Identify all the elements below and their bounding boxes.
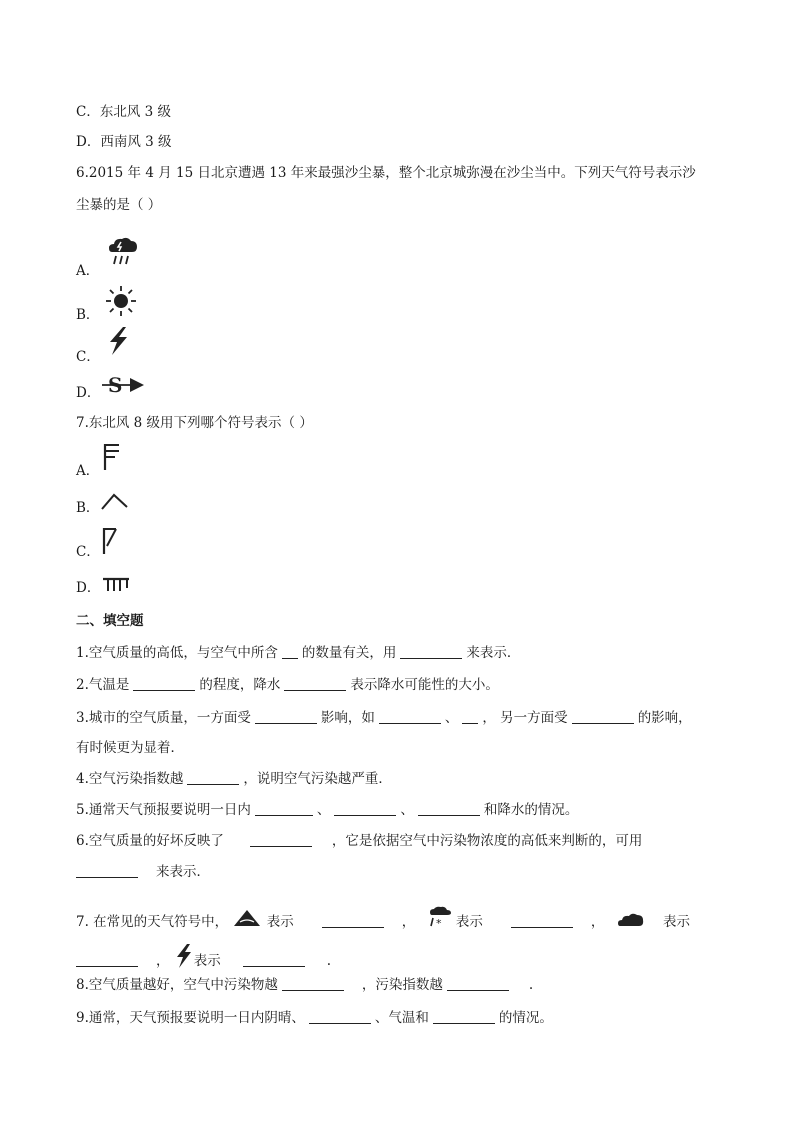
fill-q8	[76, 975, 533, 995]
fill-q3-line1	[76, 708, 692, 728]
fill-q7-part-b: 表示	[266, 914, 294, 930]
fill-q5-part-b: 、	[316, 802, 331, 818]
lightning-inline-icon	[174, 944, 194, 968]
sunny-icon	[104, 284, 138, 318]
fill-q7-part-h: 表示	[193, 953, 221, 969]
thunder-rain-icon	[106, 234, 140, 268]
answer-blank[interactable]	[572, 709, 634, 724]
answer-blank[interactable]	[511, 913, 573, 928]
fill-q9-part-a: 9.通常，天气预报要说明一日内阴晴、	[76, 1010, 305, 1026]
svg-text:*: *	[435, 917, 442, 928]
fill-q9-part-c: 的情况。	[498, 1010, 553, 1026]
fill-q7-part-e: ，	[590, 914, 605, 930]
answer-blank[interactable]	[250, 832, 312, 847]
q7-option-d-label: D．	[76, 580, 101, 596]
fill-q4	[76, 769, 392, 789]
fill-q3-part-a: 3.城市的空气质量，一方面受	[76, 710, 251, 726]
fill-q7-line1	[76, 906, 690, 932]
wind-flag-c-icon	[101, 526, 121, 556]
fill-q5-part-c: 、	[400, 802, 414, 818]
fill-q1-part-c: 来表示．	[466, 645, 521, 661]
fill-q3-part-c: 、	[444, 710, 459, 726]
fill-q6-part-b: ，它是依据空气中污染物浓度的高低来判断的，可用	[331, 833, 643, 849]
answer-blank[interactable]	[334, 801, 396, 816]
fill-q4-part-b: ，说明空气污染越严重．	[243, 771, 392, 787]
q7-option-b-label: B．	[76, 500, 100, 516]
fill-q2-part-c: 表示降水可能性的大小。	[350, 677, 499, 693]
option-d-prev: D．西南风 3 级	[76, 134, 172, 150]
fill-q3-part-b: 影响，如	[320, 710, 375, 726]
fill-q6-line1	[76, 831, 642, 851]
q7-text: 7.东北风 8 级用下列哪个符号表示（ ）	[76, 415, 313, 431]
q6-text-line1: 6.2015 年 4 月 15 日北京遭遇 13 年来最强沙尘暴，整个北京城弥漫在沙尘当中。下列天气符号表示沙	[76, 165, 696, 181]
q6-option-a-label: A．	[76, 263, 100, 279]
fill-q7-part-g: ，	[156, 953, 170, 969]
fill-q5-part-d: 和降水的情况。	[483, 802, 579, 818]
q6-option-d-label: D．	[76, 385, 101, 401]
fill-q8-part-b: ，污染指数越	[361, 977, 443, 993]
answer-blank[interactable]	[418, 801, 480, 816]
fill-q4-part-a: 4.空气污染指数越	[76, 771, 184, 787]
sandstorm-icon	[100, 374, 146, 398]
fill-q7-line2	[76, 944, 331, 971]
fill-q1-part-a: 1.空气质量的高低，与空气中所含	[76, 645, 278, 661]
fill-q7-part-c: ，	[401, 914, 416, 930]
fill-q7-part-f: 表示	[662, 914, 690, 930]
fill-q6-part-c: 来表示．	[156, 864, 210, 880]
answer-blank[interactable]	[76, 863, 138, 878]
q7-option-a-label: A．	[76, 463, 100, 479]
answer-blank[interactable]	[76, 952, 138, 967]
q7-option-c-label: C．	[76, 544, 100, 560]
fill-q5-part-a: 5.通常天气预报要说明一日内	[76, 802, 251, 818]
answer-blank[interactable]	[187, 770, 239, 785]
answer-blank[interactable]	[400, 644, 462, 659]
q6-text-line2: 尘暴的是（ ）	[76, 197, 162, 213]
answer-blank[interactable]	[462, 709, 478, 724]
answer-blank[interactable]	[243, 952, 305, 967]
fill-q3-line2: 有时候更为显着．	[76, 740, 184, 756]
fill-q1-part-b: 的数量有关，用	[301, 645, 397, 661]
fill-q5	[76, 800, 578, 820]
answer-blank[interactable]	[379, 709, 441, 724]
fill-q9	[76, 1008, 553, 1028]
answer-blank[interactable]	[309, 1009, 371, 1024]
fill-q8-part-c: .	[528, 977, 534, 993]
fill-q9-part-b: 、气温和	[374, 1010, 429, 1026]
fill-q2	[76, 675, 499, 695]
wind-flag-a-icon	[102, 442, 122, 472]
fill-q2-part-a: 2.气温是	[76, 677, 130, 693]
svg-text:S: S	[108, 374, 123, 397]
q6-option-b-label: B．	[76, 307, 100, 323]
lightning-icon	[104, 326, 132, 356]
answer-blank[interactable]	[282, 976, 344, 991]
fill-q3-part-d: ， 另一方面受	[482, 710, 568, 726]
answer-blank[interactable]	[322, 913, 384, 928]
fill-q3-part-e: 的影响，	[637, 710, 692, 726]
wind-flag-b-icon	[100, 492, 130, 512]
fill-q7-part-i: .	[326, 953, 332, 969]
snow-rain-icon	[428, 906, 452, 928]
answer-blank[interactable]	[447, 976, 509, 991]
answer-blank[interactable]	[282, 644, 298, 659]
fill-q2-part-b: 的程度，降水	[199, 677, 281, 693]
answer-blank[interactable]	[133, 676, 195, 691]
answer-blank[interactable]	[284, 676, 346, 691]
sandstorm-heavy-icon	[232, 908, 262, 928]
answer-blank[interactable]	[433, 1009, 495, 1024]
fill-q7-part-d: 表示	[455, 914, 483, 930]
section-title: 二、填空题	[76, 613, 144, 629]
answer-blank[interactable]	[255, 801, 313, 816]
option-c-prev: C．东北风 3 级	[76, 104, 172, 120]
fill-q7-part-a: 7. 在常见的天气符号中，	[76, 914, 229, 930]
q6-option-c-label: C．	[76, 349, 100, 365]
fill-q1	[76, 643, 520, 663]
fill-q8-part-a: 8.空气质量越好，空气中污染物越	[76, 977, 278, 993]
answer-blank[interactable]	[255, 709, 317, 724]
wind-flag-d-icon	[102, 577, 130, 593]
fill-q6-line2	[76, 862, 210, 882]
overcast-icon	[617, 912, 645, 928]
fill-q6-part-a: 6.空气质量的好坏反映了	[76, 833, 224, 849]
